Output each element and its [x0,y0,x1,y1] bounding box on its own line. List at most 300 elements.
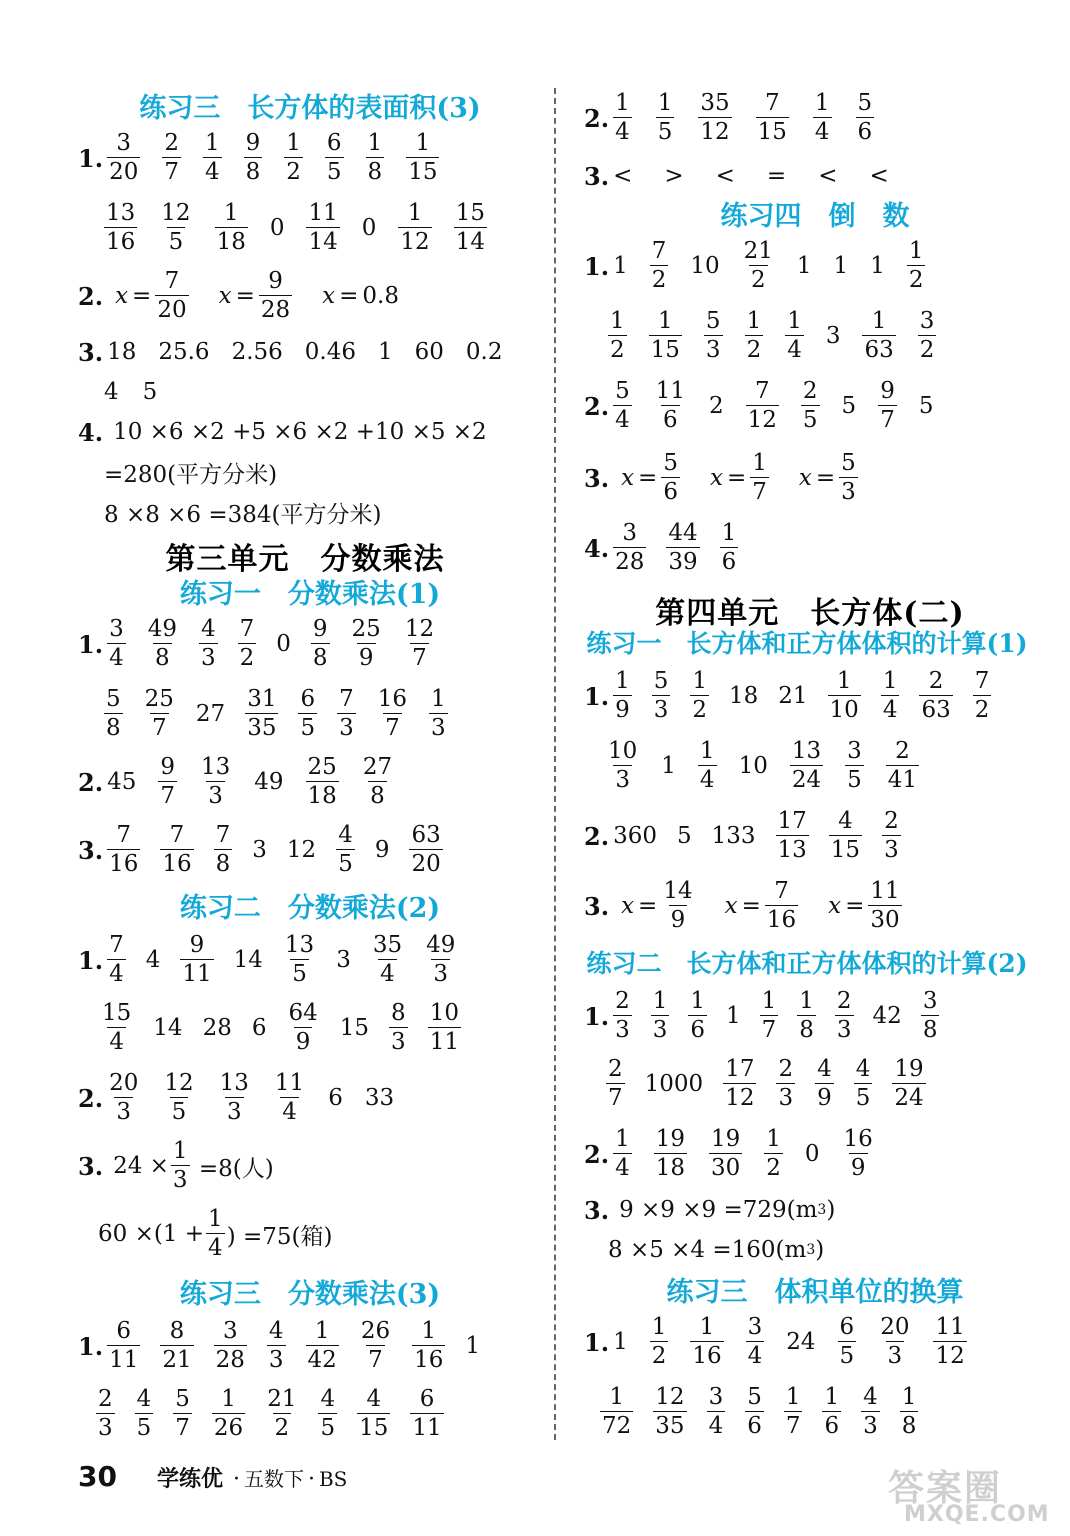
answer-value: 10 [690,253,720,279]
equation-text: 60 ×(1 + [98,1221,205,1247]
denominator: 5 [292,961,307,987]
question-number: 3. [78,337,104,367]
r-s8-q1a [584,1310,989,1374]
fraction [429,688,448,740]
numerator: 4 [366,1386,382,1412]
fraction [107,132,140,184]
denominator: 8 [312,645,328,671]
fraction [900,1386,919,1438]
numerator: 1 [615,668,630,694]
fraction [606,740,639,792]
denominator: 5 [326,159,342,185]
numerator: 20 [880,1314,910,1340]
numerator: 7 [169,822,185,848]
question-number: 2. [78,281,104,311]
numerator: 31 [247,686,277,712]
answer-value: 1 [613,253,628,279]
equation-text: ) [815,1237,825,1263]
denominator: 20 [157,297,187,323]
answer-value: 1 [870,253,885,279]
equation-text: 9 ×9 ×9 =729(m [619,1197,818,1223]
answer-value: 0.8 [362,283,399,309]
l-s1-q1b [104,196,509,260]
fraction [828,670,861,722]
answer-value: 14 [153,1015,183,1041]
denominator: 7 [368,1347,383,1373]
equals-sign: = [339,283,359,309]
answer-value: < [613,163,633,189]
denominator: 7 [160,783,175,809]
denominator: 20 [109,159,139,185]
denominator: 8 [155,645,170,671]
numerator: 13 [200,754,231,780]
page-number: 30 [78,1460,117,1493]
equation-text: 10 ×6 ×2 +5 ×6 ×2 +10 ×5 ×2 [113,419,487,445]
denominator: 30 [710,1155,741,1181]
numerator: 3 [922,988,938,1014]
numerator: 6 [326,130,342,156]
fraction [878,1316,911,1368]
denominator: 4 [615,119,630,145]
denominator: 8 [367,159,383,185]
fraction [159,202,192,254]
denominator: 18 [655,1155,685,1181]
fraction [720,522,739,574]
fraction [656,92,675,144]
fraction [613,1128,632,1180]
answer-value: 1 [613,1329,628,1355]
fraction [424,934,457,986]
numerator: 1 [752,450,767,476]
fraction [206,1208,225,1260]
question-number: 3. [584,463,610,493]
numerator: 63 [411,822,441,848]
answer-value: 2.56 [231,339,283,365]
fraction [259,270,292,322]
denominator: 2 [274,1415,290,1441]
answer-value: 24 [786,1329,816,1355]
question-number: 1. [78,1331,104,1361]
denominator: 11 [412,1415,442,1441]
denominator: 4 [380,961,395,987]
question-number: 1. [584,1327,610,1357]
denominator: 3 [98,1415,113,1441]
r-s8-q1b [600,1380,938,1444]
numerator: 3 [622,520,638,546]
equation-text: =8(人) [191,1155,274,1182]
variable-x: x [709,465,723,491]
answer-value: 6 [251,1015,267,1041]
numerator: 4 [338,822,353,848]
fraction [784,1386,803,1438]
fraction [238,618,257,670]
fraction [389,1002,408,1054]
numerator: 14 [663,878,693,904]
denominator: 5 [320,1415,336,1441]
numerator: 3 [919,308,935,334]
answer-value: 18 [728,683,759,709]
denominator: 3 [268,1347,284,1373]
numerator: 7 [215,822,231,848]
fraction [746,1316,765,1368]
question-number: 1. [584,251,610,281]
numerator: 8 [169,1318,185,1344]
numerator: 16 [377,686,408,712]
equation-text: 8 ×5 ×4 =160(m [608,1237,807,1263]
heading-volume-calc-1: 练习一 长方体和正方体体积的计算(1) [586,629,1028,658]
fraction [215,202,248,254]
numerator: 1 [824,1384,840,1410]
denominator: 8 [922,1017,938,1043]
numerator: 6 [419,1386,435,1412]
answer-value: 1000 [644,1071,704,1097]
fraction [745,310,764,362]
numerator: 11 [870,878,900,904]
denominator: 11 [429,1029,459,1055]
numerator: 19 [655,1126,685,1152]
numerator: 9 [268,268,283,294]
numerator: 1 [286,130,301,156]
denominator: 4 [882,697,898,723]
denominator: 3 [391,1029,406,1055]
fraction [822,1386,841,1438]
numerator: 2 [836,988,852,1014]
fraction [306,1320,339,1372]
answer-value: 0 [276,631,291,657]
numerator: 1 [421,1318,437,1344]
denominator: 4 [814,119,830,145]
denominator: 2 [651,267,667,293]
fraction [286,1002,319,1054]
r-s5-q1b [608,304,958,368]
numerator: 1 [785,1384,801,1410]
answer-value: 5 [676,823,692,849]
numerator: 15 [102,1000,132,1026]
numerator: 1 [871,308,887,334]
l-s2-q3 [78,818,463,882]
numerator: 1 [221,1386,236,1412]
fraction [613,990,632,1042]
denominator: 4 [109,961,124,987]
fraction [283,934,316,986]
numerator: 1 [609,1384,624,1410]
denominator: 7 [412,645,427,671]
denominator: 5 [338,851,353,877]
denominator: 2 [750,267,766,293]
answer-value: 360 [613,823,657,849]
fraction [218,1072,251,1124]
numerator: 16 [843,1126,873,1152]
l-s3-q1a [78,928,477,992]
denominator: 5 [136,1415,152,1441]
denominator: 16 [162,851,192,877]
answer-value: 0.46 [304,339,356,365]
denominator: 4 [615,407,630,433]
numerator: 1 [799,988,814,1014]
r-s5-q3 [584,448,880,508]
answer-value: 0 [269,215,285,241]
fraction [180,934,213,986]
fraction [107,1320,140,1372]
numerator: 2 [778,1056,794,1082]
denominator: 4 [699,767,715,793]
numerator: 11 [308,200,338,226]
numerator: 2 [895,738,910,764]
fraction [318,1388,337,1440]
fraction [839,452,858,504]
fraction [107,1072,140,1124]
fraction [856,92,875,144]
fraction [661,452,680,504]
numerator: 13 [791,738,822,764]
unit-three-title: 第三单元 分数乘法 [165,542,445,577]
heading-fraction-mult-1: 练习一 分数乘法(1) [179,579,441,610]
fraction [361,756,394,808]
fraction [707,1386,726,1438]
numerator: 1 [615,90,630,116]
numerator: 1 [836,668,852,694]
numerator: 3 [222,1318,238,1344]
denominator: 30 [870,907,900,933]
numerator: 9 [189,932,205,958]
r-s6-q1a [584,664,1011,728]
fraction [100,1002,133,1054]
fraction [776,810,809,862]
denominator: 4 [282,1099,297,1125]
fraction [868,880,901,932]
r-s6-q3 [584,876,924,936]
denominator: 4 [787,337,802,363]
fraction [212,1388,245,1440]
variable-x: x [115,283,129,309]
numerator: 7 [116,822,132,848]
answer-value: 0 [361,215,377,241]
denominator: 16 [106,229,136,255]
fraction [104,688,123,740]
variable-x: x [322,283,336,309]
denominator: 16 [109,851,139,877]
numerator: 1 [208,1206,223,1232]
numerator: 25 [144,686,174,712]
denominator: 2 [239,645,255,671]
fraction [666,522,699,574]
numerator: 1 [407,200,423,226]
numerator: 9 [880,378,895,404]
watermark-text: 答案圈 [888,1468,1003,1509]
fraction [613,380,632,432]
denominator: 12 [747,407,777,433]
denominator: 7 [151,715,167,741]
numerator: 6 [839,1314,855,1340]
denominator: 3 [652,1017,668,1043]
answer-value: 21 [778,683,808,709]
fraction [829,810,862,862]
denominator: 7 [608,1085,623,1111]
denominator: 7 [880,407,895,433]
fraction [704,310,723,362]
fraction [907,240,926,292]
numerator: 7 [974,668,990,694]
answer-value: 1 [661,753,676,779]
denominator: 7 [385,715,400,741]
fraction [653,1386,686,1438]
equals-sign: = [235,283,255,309]
denominator: 3 [705,337,721,363]
qnum: 4. [78,417,104,447]
numerator: 3 [116,130,132,156]
numerator: 19 [894,1056,924,1082]
fraction [654,380,687,432]
fraction [698,92,731,144]
numerator: 12 [164,1070,194,1096]
fraction [745,1386,764,1438]
denominator: 3 [653,697,669,723]
fraction [790,740,823,792]
answer-value: 25.6 [158,339,210,365]
answer-value: 1 [796,253,812,279]
question-number: 3. [584,891,610,921]
denominator: 8 [799,1017,814,1043]
fraction [214,1320,247,1372]
denominator: 3 [615,1017,630,1043]
numerator: 19 [710,1126,741,1152]
denominator: 12 [935,1343,965,1369]
denominator: 3 [431,715,446,741]
numerator: 12 [404,616,435,642]
denominator: 2 [919,337,935,363]
numerator: 1 [690,988,705,1014]
denominator: 15 [359,1415,389,1441]
heading-fraction-mult-3: 练习三 分数乘法(3) [179,1279,441,1310]
fraction [921,990,940,1042]
fraction [690,670,709,722]
numerator: 1 [651,1314,667,1340]
fraction [146,618,179,670]
denominator: 5 [171,1099,187,1125]
numerator: 1 [766,1126,781,1152]
variable-x: x [621,465,635,491]
denominator: 4 [204,159,220,185]
numerator: 27 [362,754,393,780]
fraction [173,1388,192,1440]
fraction [709,1128,742,1180]
numerator: 1 [721,520,737,546]
fraction [409,824,442,876]
fraction [661,880,694,932]
l-s1-q4-line2: =280(平方分米) [104,461,278,488]
answer-value: 5 [841,393,857,419]
denominator: 4 [708,1413,724,1439]
equals-sign: = [638,893,658,919]
fraction [454,202,487,254]
l-s3-q3a [78,1136,274,1196]
numerator: 3 [847,738,862,764]
denominator: 63 [864,337,894,363]
denominator: 8 [370,783,385,809]
fraction [171,1140,190,1192]
answer-value: 4 [145,947,161,973]
fraction [376,688,409,740]
fraction [815,1058,834,1110]
denominator: 14 [455,229,485,255]
numerator: 4 [136,1386,152,1412]
answer-value: 12 [286,837,317,863]
brand-name: 学练优 [156,1466,223,1492]
answer-value: > [664,163,684,189]
numerator: 25 [307,754,337,780]
question-number: 1. [78,945,104,975]
fraction [357,1388,390,1440]
l-s3-q3b [98,1204,332,1264]
equals-sign: = [845,893,865,919]
l-s4-q1b [96,1382,464,1446]
numerator: 1 [787,308,802,334]
answer-value: 3 [252,837,267,863]
fraction [688,990,707,1042]
numerator: 5 [841,450,856,476]
fraction [649,310,682,362]
answer-value: 6 [328,1085,343,1111]
answer-value: 5 [918,393,934,419]
separator: · [232,1467,240,1492]
fraction [862,310,895,362]
fraction [162,132,181,184]
numerator: 2 [802,378,818,404]
fraction [143,688,176,740]
cube-superscript: 3 [817,1202,827,1218]
denominator: 2 [692,697,707,723]
variable-x: x [828,893,842,919]
fraction [801,380,820,432]
fraction [742,240,775,292]
l-s2-q1b [104,682,468,746]
answer-value: 2 [708,393,724,419]
answer-value: 60 [414,339,444,365]
numerator: 49 [426,932,456,958]
fraction [842,1128,875,1180]
denominator: 3 [778,1085,794,1111]
denominator: 18 [307,783,337,809]
denominator: 2 [908,267,924,293]
fraction [756,92,789,144]
numerator: 1 [314,1318,330,1344]
denominator: 3 [841,479,856,505]
numerator: 6 [300,686,316,712]
denominator: 15 [408,159,438,185]
question-number: 4. [584,533,610,563]
variable-x: x [724,893,738,919]
question-number: 2. [584,821,610,851]
denominator: 16 [414,1347,444,1373]
numerator: 13 [106,200,136,226]
denominator: 9 [850,1155,866,1181]
numerator: 9 [312,616,328,642]
denominator: 26 [213,1415,244,1441]
numerator: 13 [284,932,315,958]
fraction [412,1320,445,1372]
fraction [723,1058,756,1110]
denominator: 5 [855,1085,871,1111]
question-number: 2. [584,1139,610,1169]
fraction [96,1388,115,1440]
numerator: 1 [692,668,707,694]
denominator: 5 [802,407,818,433]
qnum: 3. [78,1151,104,1181]
numerator: 7 [754,378,770,404]
denominator: 13 [777,837,807,863]
fraction [892,1058,925,1110]
fraction [160,824,193,876]
